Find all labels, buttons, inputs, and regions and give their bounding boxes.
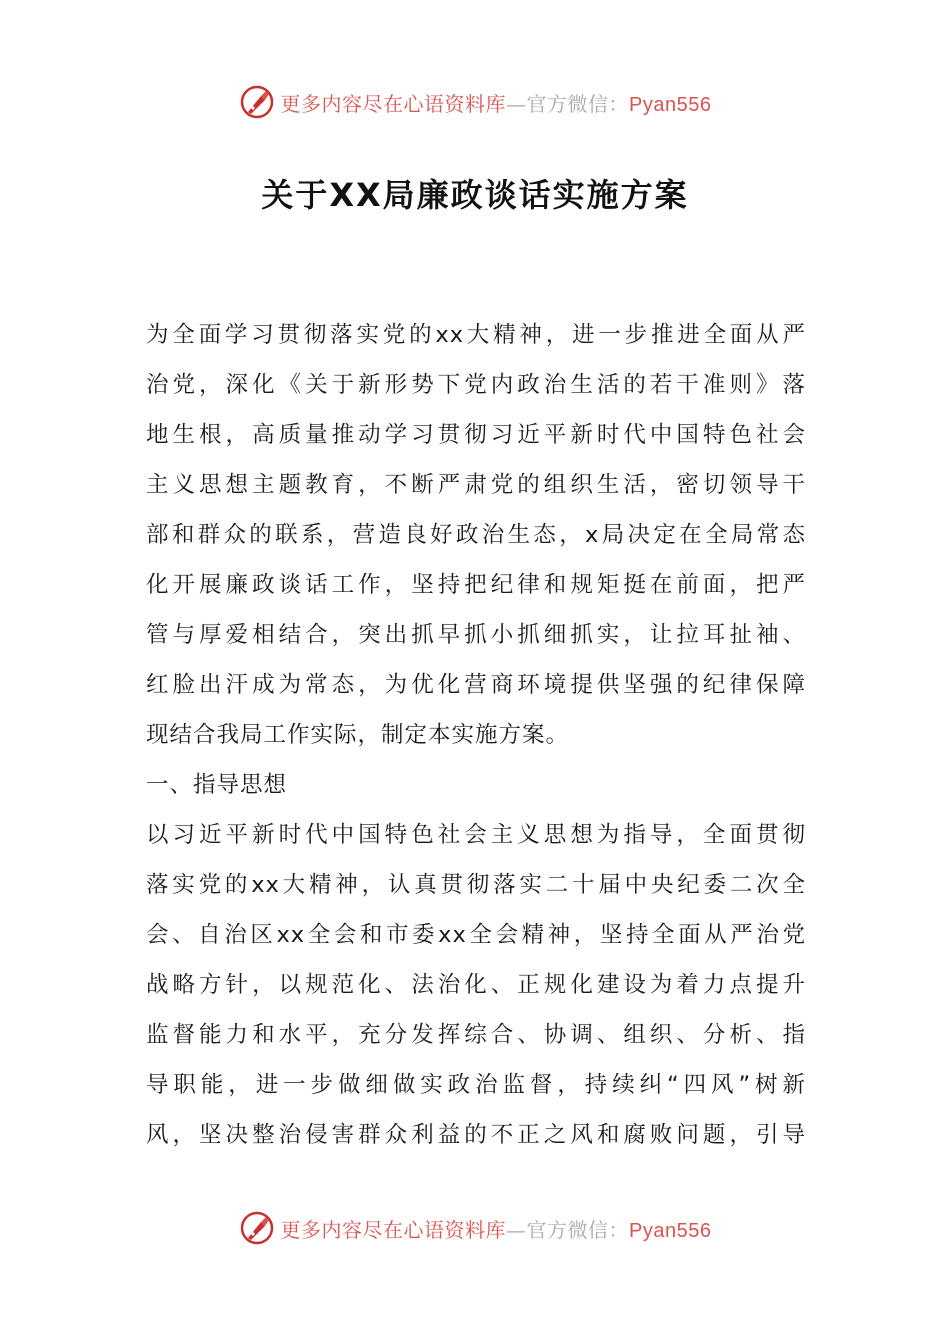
document-body (146, 310, 806, 1160)
watermark-dash: — (506, 1217, 527, 1242)
body-line: 以习近平新时代中国特色社会主义思想为指导，全面贯彻 (146, 822, 806, 848)
body-line: 地生根，高质量推动学习贯彻习近平新时代中国特色社会 (146, 422, 806, 448)
watermark-footer (0, 1208, 950, 1248)
body-line: 管与厚爱相结合，突出抓早抓小抓细抓实，让拉耳扯袖、 (146, 622, 806, 648)
pen-nib-circle-icon (239, 84, 275, 120)
watermark-wechat-id: Pyan556 (629, 1219, 712, 1242)
body-line: 部和群众的联系，营造良好政治生态，x局决定在全局常态 (146, 522, 806, 548)
section-heading: 一、指导思想 (146, 772, 288, 798)
watermark-header (0, 82, 950, 122)
body-line: 风，坚决整治侵害群众利益的不正之风和腐败问题，引导 (146, 1122, 806, 1148)
body-line: 为全面学习贯彻落实党的xx大精神，进一步推进全面从严 (146, 322, 806, 348)
body-line: 会、自治区xx全会和市委xx全会精神，坚持全面从严治党 (146, 922, 806, 948)
body-line: 现结合我局工作实际，制定本实施方案。 (146, 722, 570, 748)
body-line: 落实党的xx大精神，认真贯彻落实二十届中央纪委二次全 (146, 872, 806, 898)
document-title: 关于XX局廉政谈话实施方案 (261, 176, 689, 214)
watermark-dash: — (506, 91, 527, 116)
body-line: 化开展廉政谈话工作，坚持把纪律和规矩挺在前面，把严 (146, 572, 806, 598)
pen-nib-circle-icon (239, 1210, 275, 1246)
watermark-site-text: 更多内容尽在心语资料库 (280, 91, 507, 116)
body-line: 治党，深化《关于新形势下党内政治生活的若干准则》落 (146, 372, 806, 398)
body-line: 监督能力和水平，充分发挥综合、协调、组织、分析、指 (146, 1022, 806, 1048)
watermark-wechat-label: 官方微信： (526, 91, 630, 116)
body-line: 战略方针，以规范化、法治化、正规化建设为着力点提升 (146, 972, 806, 998)
watermark-wechat-id: Pyan556 (629, 93, 712, 116)
watermark-site-text: 更多内容尽在心语资料库 (280, 1217, 507, 1242)
body-line: 导职能，进一步做细做实政治监督，持续纠“四风”树新 (146, 1072, 806, 1098)
watermark-wechat-label: 官方微信： (526, 1217, 630, 1242)
body-line: 主义思想主题教育，不断严肃党的组织生活，密切领导干 (146, 472, 806, 498)
body-line: 红脸出汗成为常态，为优化营商环境提供坚强的纪律保障 (146, 672, 806, 698)
